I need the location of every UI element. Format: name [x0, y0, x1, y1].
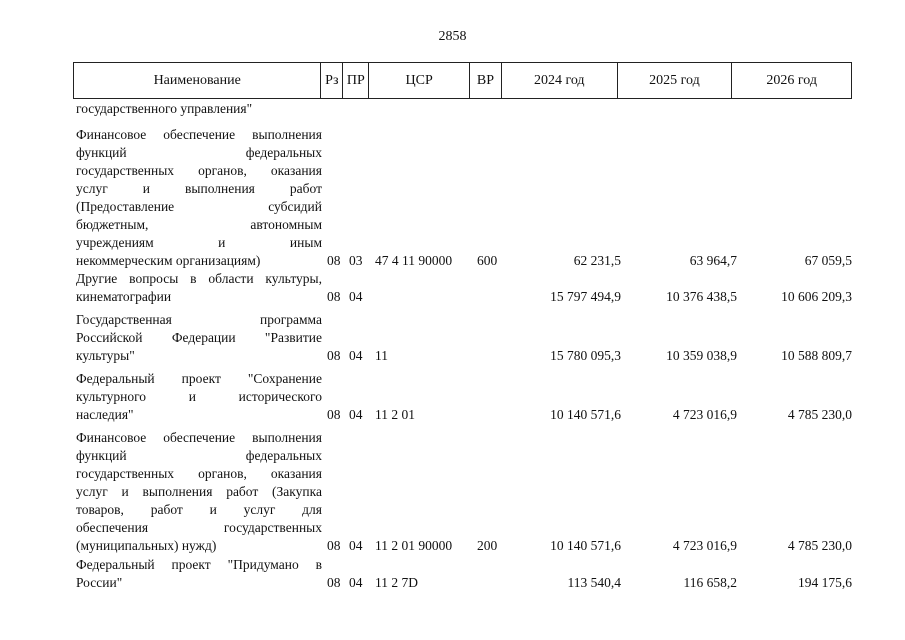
- header-pr: ПР: [343, 63, 369, 98]
- row-pr: 04: [349, 407, 363, 422]
- row-rz: 08: [327, 348, 341, 363]
- row-2026: 67 059,5: [804, 253, 852, 268]
- table-row: [73, 311, 852, 365]
- row-2025: 4 723 016,9: [672, 407, 737, 422]
- row-pr: 04: [349, 538, 363, 553]
- row-name-line: обеспечения государственных: [76, 520, 322, 535]
- row-name-line: Финансовое обеспечение выполнения: [76, 127, 322, 142]
- header-rz: Рз: [321, 63, 343, 98]
- row-name: [76, 311, 322, 365]
- row-name-line: услуг и выполнения работ: [76, 181, 322, 196]
- row-name-line: государственного управления": [76, 101, 253, 116]
- row-name-line: Федеральный проект "Сохранение: [76, 371, 322, 386]
- row-name: [76, 556, 322, 592]
- row-name-line: России": [76, 575, 123, 590]
- row-rz: 08: [327, 538, 341, 553]
- row-pr: 04: [349, 289, 363, 304]
- row-pr: 03: [349, 253, 363, 268]
- row-2024: 10 140 571,6: [550, 407, 621, 422]
- row-csr: 11 2 7D: [375, 575, 418, 590]
- row-name: [76, 429, 322, 555]
- row-csr: 11 2 01: [375, 407, 415, 422]
- row-2024: 15 780 095,3: [550, 348, 621, 363]
- row-csr: 47 4 11 90000: [375, 253, 453, 268]
- row-name-line: наследия": [76, 407, 134, 422]
- table-row: [73, 370, 852, 424]
- row-name-line: услуг и выполнения работ (Закупка: [76, 484, 322, 499]
- row-name-line: бюджетным, автономным: [76, 217, 322, 232]
- row-2026: 10 588 809,7: [781, 348, 852, 363]
- row-name-line: функций федеральных: [76, 448, 322, 463]
- row-name-line: Российской Федерации "Развитие: [76, 330, 322, 345]
- header-csr: ЦСР: [369, 63, 470, 98]
- row-name: [76, 100, 322, 118]
- header-2026: 2026 год: [766, 72, 817, 88]
- row-2026: 194 175,6: [798, 575, 852, 590]
- row-rz: 08: [327, 407, 341, 422]
- row-vr: 200: [477, 538, 498, 553]
- table-row: [73, 100, 852, 118]
- row-name-line: товаров, работ и услуг для: [76, 502, 322, 517]
- row-name: [76, 126, 322, 270]
- row-rz: 08: [327, 253, 341, 268]
- row-name-line: государственных органов, оказания: [76, 163, 322, 178]
- table-row: [73, 556, 852, 592]
- row-2026: 4 785 230,0: [787, 407, 852, 422]
- table-row: [73, 429, 852, 555]
- row-name-line: Государственная программа: [76, 312, 322, 327]
- row-name-line: Другие вопросы в области культуры,: [76, 271, 322, 286]
- row-2025: 10 359 038,9: [666, 348, 737, 363]
- row-name-line: некоммерческим организациям): [76, 253, 261, 268]
- row-rz: 08: [327, 575, 341, 590]
- row-name-line: культуры": [76, 348, 135, 363]
- row-name: [76, 370, 322, 424]
- row-name-line: культурного и исторического: [76, 389, 322, 404]
- header-name: Наименование: [74, 63, 321, 98]
- row-pr: 04: [349, 575, 363, 590]
- row-2024: 10 140 571,6: [550, 538, 621, 553]
- header-vr: ВР: [470, 63, 502, 98]
- page-number: 2858: [438, 29, 467, 44]
- header-2024: 2024 год: [502, 63, 618, 98]
- row-name-line: (Предоставление субсидий: [76, 199, 322, 214]
- row-vr: 600: [477, 253, 498, 268]
- row-csr: 11 2 01 90000: [375, 538, 453, 553]
- row-rz: 08: [327, 289, 341, 304]
- row-name-line: функций федеральных: [76, 145, 322, 160]
- row-pr: 04: [349, 348, 363, 363]
- row-2025: 10 376 438,5: [666, 289, 737, 304]
- row-name-line: учреждениям и иным: [76, 235, 322, 250]
- row-2026: 10 606 209,3: [781, 289, 852, 304]
- row-2024: 62 231,5: [573, 253, 621, 268]
- row-2024: 15 797 494,9: [550, 289, 621, 304]
- row-csr: 11: [375, 348, 388, 363]
- row-2025: 4 723 016,9: [672, 538, 737, 553]
- table-row: [73, 126, 852, 270]
- row-2025: 63 964,7: [689, 253, 737, 268]
- row-name-line: (муниципальных) нужд): [76, 538, 217, 553]
- row-2026: 4 785 230,0: [787, 538, 852, 553]
- table-row: [73, 270, 852, 306]
- header-2025: 2025 год: [618, 63, 733, 98]
- row-name: [76, 270, 322, 306]
- table-header: [73, 62, 852, 99]
- row-name-line: Финансовое обеспечение выполнения: [76, 430, 322, 445]
- row-name-line: государственных органов, оказания: [76, 466, 322, 481]
- row-2024: 113 540,4: [567, 575, 621, 590]
- row-name-line: Федеральный проект "Придумано в: [76, 557, 322, 572]
- row-2025: 116 658,2: [683, 575, 737, 590]
- row-name-line: кинематографии: [76, 289, 172, 304]
